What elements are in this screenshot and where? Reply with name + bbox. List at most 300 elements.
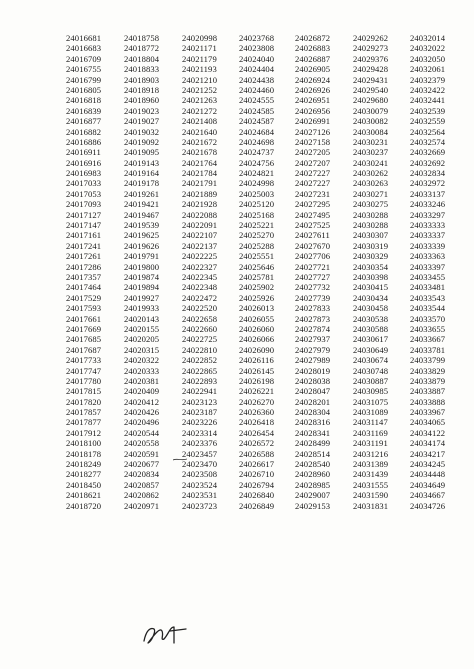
roll-number: 24020677 bbox=[124, 459, 160, 470]
roll-number: 24019164 bbox=[124, 168, 160, 179]
roll-number: 24027611 bbox=[295, 230, 330, 241]
roll-number: 24017669 bbox=[66, 323, 102, 334]
roll-number: 24022348 bbox=[182, 282, 218, 293]
roll-number: 24029262 bbox=[353, 33, 389, 43]
roll-number: 24023768 bbox=[239, 33, 275, 43]
roll-number: 24032564 bbox=[410, 126, 446, 137]
roll-number-table bbox=[66, 33, 466, 618]
roll-number: 24027937 bbox=[295, 334, 331, 345]
roll-number: 24016818 bbox=[66, 95, 102, 106]
roll-number: 24026066 bbox=[239, 334, 275, 345]
roll-number: 24017685 bbox=[66, 334, 102, 345]
roll-number: 24017529 bbox=[66, 292, 102, 303]
roll-number: 24028038 bbox=[295, 375, 331, 386]
roll-number: 24019927 bbox=[124, 292, 160, 303]
roll-number: 24033879 bbox=[410, 375, 446, 386]
roll-number: 24024821 bbox=[239, 168, 275, 179]
roll-number: 24019874 bbox=[124, 271, 160, 282]
roll-number: 24027227 bbox=[295, 178, 331, 189]
roll-number: 24030985 bbox=[353, 386, 389, 397]
roll-number: 24018450 bbox=[66, 479, 102, 490]
roll-number: 24032422 bbox=[410, 84, 446, 95]
roll-number: 24026013 bbox=[239, 303, 275, 314]
roll-number: 24023123 bbox=[182, 396, 218, 407]
roll-number: 24016911 bbox=[66, 147, 101, 158]
roll-number: 24024587 bbox=[239, 116, 275, 127]
roll-number: 24021764 bbox=[182, 157, 218, 168]
roll-number: 24017820 bbox=[66, 396, 102, 407]
roll-number: 24019178 bbox=[124, 178, 160, 189]
roll-number: 24026221 bbox=[239, 386, 275, 397]
roll-number: 24021193 bbox=[182, 64, 217, 75]
roll-number: 24033799 bbox=[410, 355, 446, 366]
roll-number: 24033667 bbox=[410, 334, 446, 345]
roll-number: 24017857 bbox=[66, 407, 102, 418]
roll-number: 24019894 bbox=[124, 282, 160, 293]
roll-number: 24017733 bbox=[66, 355, 102, 366]
roll-number: 24031075 bbox=[353, 396, 389, 407]
roll-number: 24025902 bbox=[239, 282, 275, 293]
roll-number: 24021408 bbox=[182, 116, 218, 127]
roll-number: 24017241 bbox=[66, 240, 102, 251]
roll-number: 24016683 bbox=[66, 43, 102, 54]
roll-number: 24026090 bbox=[239, 344, 275, 355]
roll-number: 24034667 bbox=[410, 490, 446, 501]
roll-number: 24031147 bbox=[353, 417, 388, 428]
roll-number: 24027706 bbox=[295, 251, 331, 262]
roll-number: 24027739 bbox=[295, 292, 331, 303]
roll-number: 24017033 bbox=[66, 178, 102, 189]
roll-number: 24022225 bbox=[182, 251, 218, 262]
roll-number: 24019791 bbox=[124, 251, 160, 262]
roll-number: 24026055 bbox=[239, 313, 275, 324]
roll-number: 24018178 bbox=[66, 448, 102, 459]
roll-number: 24020155 bbox=[124, 323, 160, 334]
roll-number: 24018720 bbox=[66, 500, 102, 511]
roll-number: 24017747 bbox=[66, 365, 102, 376]
roll-number: 24033829 bbox=[410, 365, 446, 376]
roll-number: 24034065 bbox=[410, 417, 446, 428]
roll-number: 24021640 bbox=[182, 126, 218, 137]
roll-number: 24027721 bbox=[295, 261, 331, 272]
roll-number: 24020544 bbox=[124, 427, 160, 438]
roll-number: 24032972 bbox=[410, 178, 446, 189]
roll-number: 24016877 bbox=[66, 116, 102, 127]
roll-number: 24019421 bbox=[124, 199, 160, 210]
roll-number: 24030307 bbox=[353, 230, 389, 241]
roll-number: 24022088 bbox=[182, 209, 218, 220]
roll-number: 24031216 bbox=[353, 448, 389, 459]
roll-number: 24030617 bbox=[353, 334, 389, 345]
roll-number: 24025221 bbox=[239, 220, 275, 231]
roll-number: 24030271 bbox=[353, 188, 389, 199]
roll-number: 24030262 bbox=[353, 168, 389, 179]
roll-number: 24024438 bbox=[239, 74, 275, 85]
roll-number: 24029376 bbox=[353, 53, 389, 64]
roll-number: 24027989 bbox=[295, 355, 331, 366]
roll-number: 24033781 bbox=[410, 344, 446, 355]
roll-number: 24033543 bbox=[410, 292, 446, 303]
roll-number: 24021889 bbox=[182, 188, 218, 199]
roll-number: 24024555 bbox=[239, 95, 275, 106]
roll-number: 24027205 bbox=[295, 147, 331, 158]
roll-number: 24021171 bbox=[182, 43, 217, 54]
roll-number: 24033544 bbox=[410, 303, 446, 314]
roll-number: 24030458 bbox=[353, 303, 389, 314]
roll-number: 24030415 bbox=[353, 282, 389, 293]
roll-number: 24026924 bbox=[295, 74, 331, 85]
roll-number: 24030649 bbox=[353, 344, 389, 355]
roll-number: 24028960 bbox=[295, 469, 331, 480]
roll-number: 24028304 bbox=[295, 407, 331, 418]
roll-number: 24022852 bbox=[182, 355, 218, 366]
roll-number: 24024756 bbox=[239, 157, 275, 168]
roll-number: 24033655 bbox=[410, 323, 446, 334]
roll-number: 24028540 bbox=[295, 459, 331, 470]
roll-number: 24028201 bbox=[295, 396, 331, 407]
roll-number: 24032539 bbox=[410, 105, 446, 116]
roll-number: 24029540 bbox=[353, 84, 389, 95]
roll-number: 24033333 bbox=[410, 220, 446, 231]
roll-number: 24022327 bbox=[182, 261, 218, 272]
roll-number: 24033888 bbox=[410, 396, 446, 407]
roll-number: 24022107 bbox=[182, 230, 218, 241]
roll-number: 24030398 bbox=[353, 271, 389, 282]
roll-number: 24019027 bbox=[124, 116, 160, 127]
roll-number: 24017464 bbox=[66, 282, 102, 293]
roll-number: 24030674 bbox=[353, 355, 389, 366]
roll-number: 24020381 bbox=[124, 375, 160, 386]
roll-number: 24023187 bbox=[182, 407, 218, 418]
roll-number: 24034726 bbox=[410, 500, 446, 511]
roll-number: 24028985 bbox=[295, 479, 331, 490]
roll-number: 24022520 bbox=[182, 303, 218, 314]
roll-number: 24030538 bbox=[353, 313, 389, 324]
roll-number: 24017127 bbox=[66, 209, 102, 220]
roll-number: 24031191 bbox=[353, 438, 388, 449]
roll-number: 24024585 bbox=[239, 105, 275, 116]
roll-number: 24019625 bbox=[124, 230, 160, 241]
roll-number: 24023470 bbox=[182, 459, 218, 470]
roll-number: 24020558 bbox=[124, 438, 160, 449]
roll-number: 24017687 bbox=[66, 344, 102, 355]
roll-number: 24021678 bbox=[182, 147, 218, 158]
roll-number: 24022725 bbox=[182, 334, 218, 345]
roll-number: 24033337 bbox=[410, 230, 446, 241]
roll-number: 24016799 bbox=[66, 74, 102, 85]
roll-number: 24020409 bbox=[124, 386, 160, 397]
roll-number: 24033363 bbox=[410, 251, 446, 262]
roll-number: 24018621 bbox=[66, 490, 102, 501]
roll-number: 24032061 bbox=[410, 64, 446, 75]
roll-number: 24030288 bbox=[353, 209, 389, 220]
roll-number: 24019143 bbox=[124, 157, 160, 168]
roll-number: 24019095 bbox=[124, 147, 160, 158]
roll-number: 24023808 bbox=[239, 43, 275, 54]
roll-number: 24026617 bbox=[239, 459, 275, 470]
roll-number: 24017593 bbox=[66, 303, 102, 314]
roll-number: 24020315 bbox=[124, 344, 160, 355]
roll-number: 24021784 bbox=[182, 168, 218, 179]
roll-number: 24030434 bbox=[353, 292, 389, 303]
roll-number: 24020998 bbox=[182, 33, 218, 43]
roll-number: 24024040 bbox=[239, 53, 275, 64]
roll-number: 24031089 bbox=[353, 407, 389, 418]
roll-number: 24026991 bbox=[295, 116, 331, 127]
roll-number: 24034245 bbox=[410, 459, 446, 470]
roll-number: 24016983 bbox=[66, 168, 102, 179]
roll-number: 24029007 bbox=[295, 490, 331, 501]
roll-number: 24017877 bbox=[66, 417, 102, 428]
roll-number: 24023457 bbox=[182, 448, 218, 459]
roll-number: 24026198 bbox=[239, 375, 275, 386]
roll-number: 24030288 bbox=[353, 220, 389, 231]
roll-number: 24026710 bbox=[239, 469, 275, 480]
roll-number: 24032014 bbox=[410, 33, 446, 43]
roll-number: 24020834 bbox=[124, 469, 160, 480]
roll-number: 24033246 bbox=[410, 199, 446, 210]
roll-number: 24022810 bbox=[182, 344, 218, 355]
roll-number: 24034122 bbox=[410, 427, 446, 438]
roll-number: 24027495 bbox=[295, 209, 331, 220]
roll-number: 24033297 bbox=[410, 209, 446, 220]
roll-number: 24034174 bbox=[410, 438, 446, 449]
roll-number: 24026905 bbox=[295, 64, 331, 75]
roll-number: 24025168 bbox=[239, 209, 275, 220]
roll-number: 24017286 bbox=[66, 261, 102, 272]
roll-number: 24032559 bbox=[410, 116, 446, 127]
roll-number: 24025288 bbox=[239, 240, 275, 251]
roll-number: 24019023 bbox=[124, 105, 160, 116]
roll-number: 24020857 bbox=[124, 479, 160, 490]
roll-number: 24023508 bbox=[182, 469, 218, 480]
roll-number: 24025926 bbox=[239, 292, 275, 303]
roll-number: 24033397 bbox=[410, 261, 446, 272]
roll-number: 24029273 bbox=[353, 43, 389, 54]
roll-number: 24027727 bbox=[295, 271, 331, 282]
roll-number: 24026360 bbox=[239, 407, 275, 418]
roll-number: 24026588 bbox=[239, 448, 275, 459]
roll-number: 24020322 bbox=[124, 355, 160, 366]
roll-number: 24027873 bbox=[295, 313, 331, 324]
roll-number: 24026883 bbox=[295, 43, 331, 54]
roll-number: 24032022 bbox=[410, 43, 446, 54]
roll-number: 24022658 bbox=[182, 313, 218, 324]
roll-number: 24022137 bbox=[182, 240, 218, 251]
roll-number: 24029680 bbox=[353, 95, 389, 106]
roll-number: 24019626 bbox=[124, 240, 160, 251]
roll-number: 24019800 bbox=[124, 261, 160, 272]
roll-number: 24017815 bbox=[66, 386, 102, 397]
roll-number: 24026951 bbox=[295, 95, 331, 106]
roll-number: 24020496 bbox=[124, 417, 160, 428]
roll-number: 24020862 bbox=[124, 490, 160, 501]
roll-number: 24027295 bbox=[295, 199, 331, 210]
roll-number: 24033481 bbox=[410, 282, 446, 293]
roll-number: 24025003 bbox=[239, 188, 275, 199]
roll-number: 24034448 bbox=[410, 469, 446, 480]
roll-number: 24025270 bbox=[239, 230, 275, 241]
roll-number: 24026956 bbox=[295, 105, 331, 116]
roll-number: 24019032 bbox=[124, 126, 160, 137]
roll-number: 24025781 bbox=[239, 271, 275, 282]
roll-number: 24022865 bbox=[182, 365, 218, 376]
roll-number: 24033570 bbox=[410, 313, 446, 324]
roll-number: 24030263 bbox=[353, 178, 389, 189]
roll-number: 24016839 bbox=[66, 105, 102, 116]
roll-number: 24030319 bbox=[353, 240, 389, 251]
roll-number: 24030329 bbox=[353, 251, 389, 262]
roll-number: 24026872 bbox=[295, 33, 331, 43]
roll-number: 24028019 bbox=[295, 365, 331, 376]
roll-number: 24031389 bbox=[353, 459, 389, 470]
roll-number: 24022660 bbox=[182, 323, 218, 334]
roll-number: 24018903 bbox=[124, 74, 160, 85]
roll-number: 24018249 bbox=[66, 459, 102, 470]
roll-number: 24016681 bbox=[66, 33, 102, 43]
roll-number: 24027874 bbox=[295, 323, 331, 334]
roll-number: 24021928 bbox=[182, 199, 218, 210]
roll-number: 24032574 bbox=[410, 136, 446, 147]
roll-number: 24032441 bbox=[410, 95, 446, 106]
roll-number: 24030079 bbox=[353, 105, 389, 116]
pen-mark bbox=[173, 458, 187, 461]
roll-number: 24020426 bbox=[124, 407, 160, 418]
roll-number: 24023531 bbox=[182, 490, 218, 501]
roll-number: 24030241 bbox=[353, 157, 389, 168]
roll-number: 24024684 bbox=[239, 126, 275, 137]
roll-number: 24021791 bbox=[182, 178, 218, 189]
roll-number: 24016805 bbox=[66, 84, 102, 95]
roll-number: 24017912 bbox=[66, 427, 102, 438]
roll-number: 24030237 bbox=[353, 147, 389, 158]
roll-number: 24019539 bbox=[124, 220, 160, 231]
roll-number: 24022472 bbox=[182, 292, 218, 303]
roll-number: 24031590 bbox=[353, 490, 389, 501]
roll-number: 24027126 bbox=[295, 126, 331, 137]
roll-number: 24027833 bbox=[295, 303, 331, 314]
roll-number: 24026270 bbox=[239, 396, 275, 407]
roll-number: 24021272 bbox=[182, 105, 218, 116]
roll-number: 24027732 bbox=[295, 282, 331, 293]
roll-number: 24027231 bbox=[295, 188, 331, 199]
roll-number: 24019467 bbox=[124, 209, 160, 220]
roll-number: 24017053 bbox=[66, 188, 102, 199]
roll-number: 24029153 bbox=[295, 500, 331, 511]
roll-number: 24030084 bbox=[353, 126, 389, 137]
roll-number: 24021672 bbox=[182, 136, 218, 147]
roll-number: 24024737 bbox=[239, 147, 275, 158]
roll-number: 24024404 bbox=[239, 64, 275, 75]
roll-number: 24029428 bbox=[353, 64, 389, 75]
roll-number: 24033455 bbox=[410, 271, 446, 282]
roll-number: 24026887 bbox=[295, 53, 331, 64]
roll-number: 24030275 bbox=[353, 199, 389, 210]
roll-number: 24027158 bbox=[295, 136, 331, 147]
roll-number: 24019092 bbox=[124, 136, 160, 147]
roll-number: 24028316 bbox=[295, 417, 331, 428]
roll-number: 24026060 bbox=[239, 323, 275, 334]
roll-number: 24023226 bbox=[182, 417, 218, 428]
roll-number: 24033339 bbox=[410, 240, 446, 251]
roll-number: 24018833 bbox=[124, 64, 160, 75]
roll-number: 24026418 bbox=[239, 417, 275, 428]
roll-number: 24022091 bbox=[182, 220, 218, 231]
roll-number: 24030231 bbox=[353, 136, 389, 147]
roll-number: 24028047 bbox=[295, 386, 331, 397]
roll-number: 24016886 bbox=[66, 136, 102, 147]
roll-number: 24017661 bbox=[66, 313, 102, 324]
roll-number: 24017093 bbox=[66, 199, 102, 210]
roll-number: 24017161 bbox=[66, 230, 102, 241]
roll-number: 24033967 bbox=[410, 407, 446, 418]
roll-number: 24022893 bbox=[182, 375, 218, 386]
roll-number: 24018804 bbox=[124, 53, 160, 64]
roll-number: 24022345 bbox=[182, 271, 218, 282]
roll-number: 24019261 bbox=[124, 188, 160, 199]
roll-number: 24024460 bbox=[239, 84, 275, 95]
roll-number: 24032669 bbox=[410, 147, 446, 158]
roll-number: 24026145 bbox=[239, 365, 275, 376]
roll-number: 24017147 bbox=[66, 220, 102, 231]
roll-number: 24021263 bbox=[182, 95, 218, 106]
roll-number: 24017261 bbox=[66, 251, 102, 262]
roll-number: 24032834 bbox=[410, 168, 446, 179]
roll-number: 24031555 bbox=[353, 479, 389, 490]
roll-number: 24020412 bbox=[124, 396, 160, 407]
roll-number: 24027227 bbox=[295, 168, 331, 179]
roll-number: 24026849 bbox=[239, 500, 275, 511]
roll-number: 24020971 bbox=[124, 500, 160, 511]
roll-number: 24018758 bbox=[124, 33, 160, 43]
roll-number: 24016916 bbox=[66, 157, 102, 168]
roll-number: 24030354 bbox=[353, 261, 389, 272]
roll-number: 24017357 bbox=[66, 271, 102, 282]
roll-number: 24018918 bbox=[124, 84, 160, 95]
roll-number: 24030748 bbox=[353, 365, 389, 376]
roll-number: 24023314 bbox=[182, 427, 218, 438]
roll-number: 24028514 bbox=[295, 448, 331, 459]
roll-number: 24026572 bbox=[239, 438, 275, 449]
roll-number: 24028341 bbox=[295, 427, 331, 438]
roll-number: 24031831 bbox=[353, 500, 389, 511]
roll-number: 24026794 bbox=[239, 479, 275, 490]
roll-number: 24032050 bbox=[410, 53, 446, 64]
roll-number: 24018100 bbox=[66, 438, 102, 449]
roll-number: 24019933 bbox=[124, 303, 160, 314]
roll-number: 24032692 bbox=[410, 157, 446, 168]
roll-number: 24026926 bbox=[295, 84, 331, 95]
roll-number: 24033887 bbox=[410, 386, 446, 397]
roll-number: 24031169 bbox=[353, 427, 388, 438]
roll-number: 24034217 bbox=[410, 448, 446, 459]
roll-number: 24020143 bbox=[124, 313, 160, 324]
roll-number: 24030887 bbox=[353, 375, 389, 386]
roll-number: 24022941 bbox=[182, 386, 218, 397]
roll-number: 24029431 bbox=[353, 74, 389, 85]
roll-number: 24021210 bbox=[182, 74, 218, 85]
roll-number: 24034649 bbox=[410, 479, 446, 490]
roll-number: 24030588 bbox=[353, 323, 389, 334]
roll-number: 24025646 bbox=[239, 261, 275, 272]
roll-number: 24023376 bbox=[182, 438, 218, 449]
roll-number: 24031439 bbox=[353, 469, 389, 480]
roll-number: 24017780 bbox=[66, 375, 102, 386]
roll-number: 24016755 bbox=[66, 64, 102, 75]
roll-number: 24016882 bbox=[66, 126, 102, 137]
roll-number: 24018772 bbox=[124, 43, 160, 54]
roll-number: 24025120 bbox=[239, 199, 275, 210]
